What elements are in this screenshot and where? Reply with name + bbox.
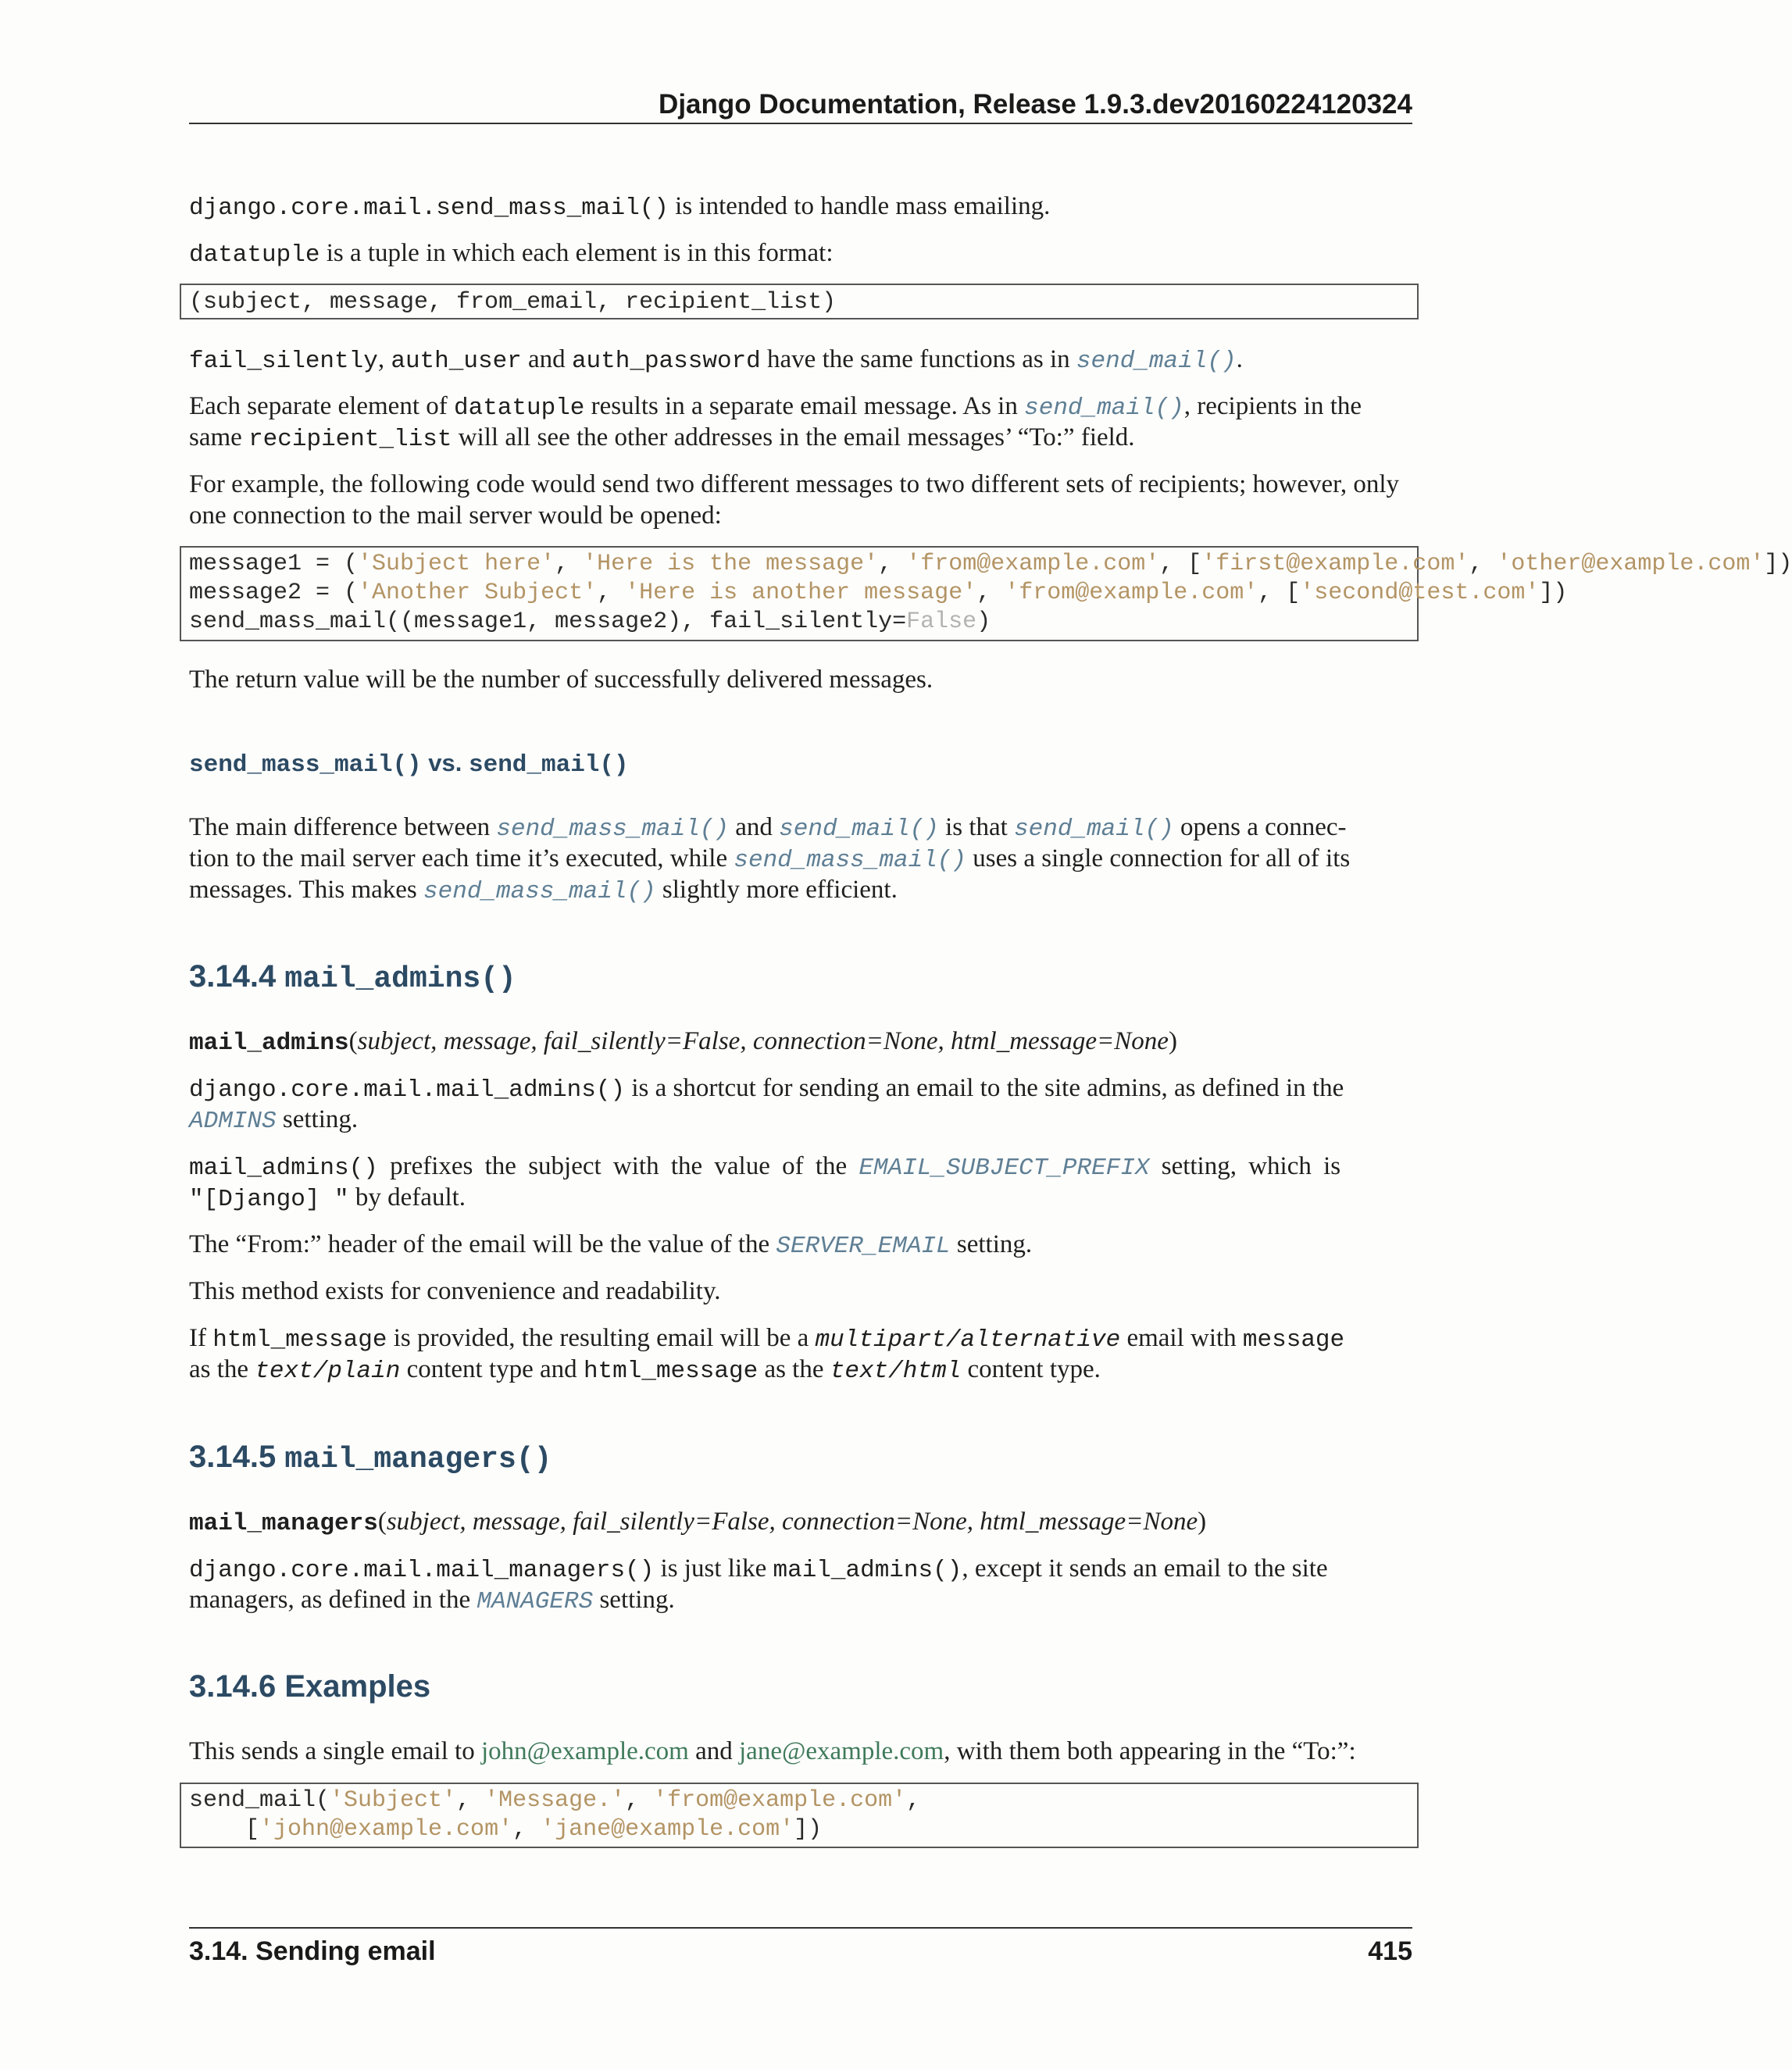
code-string: 'Subject' bbox=[330, 1787, 457, 1814]
code-line-2 bbox=[189, 1815, 1409, 1844]
code-token: , bbox=[625, 1787, 654, 1814]
code-line-1 bbox=[189, 1786, 1409, 1815]
paren: ( bbox=[377, 1508, 387, 1536]
text: Each separate element of bbox=[189, 392, 454, 420]
paragraph-mail-admins-shortcut-line2 bbox=[189, 1104, 1412, 1137]
code-block-datatuple-format bbox=[180, 284, 1419, 319]
subheading-code: send_mass_mail() bbox=[189, 751, 422, 779]
inline-code-italic: multipart/alternative bbox=[815, 1326, 1121, 1354]
inline-code: mail_admins() bbox=[189, 1155, 378, 1182]
text: is provided, the resulting email will be a bbox=[387, 1324, 816, 1352]
code-string: 'Message.' bbox=[484, 1787, 626, 1814]
inline-code: " bbox=[334, 1186, 349, 1213]
section-number: 3.14.5 bbox=[189, 1440, 277, 1474]
code-string: 'Here is the message' bbox=[583, 551, 879, 577]
paragraph-html-message-line1 bbox=[189, 1322, 1412, 1356]
text: The “From:” header of the email will be the value of the bbox=[189, 1230, 776, 1258]
text: managers, as defined in the bbox=[189, 1586, 477, 1614]
code-string: 'from@example.com' bbox=[653, 1787, 907, 1814]
text: uses a single connection for all of its bbox=[966, 844, 1351, 873]
paragraph-separate-element-line1 bbox=[189, 391, 1412, 424]
footer-section-title: 3.14. Sending email bbox=[189, 1936, 436, 1966]
text: results in a separate email message. As in bbox=[584, 392, 1025, 420]
send-mail-link[interactable]: send_mail() bbox=[1076, 348, 1237, 375]
paragraph-separate-element-line2 bbox=[189, 422, 1412, 455]
text: setting. bbox=[276, 1105, 359, 1133]
paragraph-main-difference-line3 bbox=[189, 874, 1412, 908]
code-token: message1 = ( bbox=[189, 551, 359, 577]
managers-link[interactable]: MANAGERS bbox=[477, 1588, 594, 1615]
code-token: ]) bbox=[794, 1816, 823, 1843]
code-line-3 bbox=[189, 608, 1409, 637]
code-line-1 bbox=[189, 550, 1792, 579]
running-header: Django Documentation, Release 1.9.3.dev20160224120324 bbox=[659, 89, 1412, 120]
text: , except it sends an email to the site bbox=[962, 1554, 1328, 1583]
subheading-code: send_mail() bbox=[468, 751, 629, 779]
send-mass-mail-link[interactable]: send_mass_mail() bbox=[496, 816, 730, 843]
section-title: Examples bbox=[284, 1669, 431, 1704]
paragraph-convenience: This method exists for convenience and readability. bbox=[189, 1277, 721, 1305]
paragraph-mail-managers-line2 bbox=[189, 1584, 1412, 1618]
inline-code: datatuple bbox=[453, 394, 585, 422]
section-heading-examples bbox=[189, 1668, 430, 1705]
text: The main difference between bbox=[189, 813, 497, 841]
section-heading-mail-admins bbox=[189, 958, 516, 998]
paragraph-return-value: The return value will be the number of successfully delivered messages. bbox=[189, 666, 933, 694]
code-string: 'Subject here' bbox=[358, 551, 555, 577]
text: and bbox=[521, 345, 572, 373]
inline-code: html_message bbox=[212, 1326, 387, 1354]
signature-mail-admins bbox=[189, 1026, 1177, 1059]
function-params: subject, message, fail_silently=False, connection=None, html_message=None bbox=[357, 1027, 1169, 1055]
inline-code: datatuple bbox=[189, 241, 320, 269]
subheading-text: vs. bbox=[421, 749, 469, 776]
send-mail-link[interactable]: send_mail() bbox=[1024, 394, 1184, 422]
code-token: ) bbox=[976, 609, 991, 635]
subheading-send-mass-mail-vs-send-mail bbox=[189, 748, 629, 781]
text: as the bbox=[189, 1355, 255, 1383]
inline-code: html_message bbox=[583, 1358, 759, 1385]
text: is intended to handle mass emailing. bbox=[668, 192, 1051, 220]
text: is a shortcut for sending an email to the site admins, as defined in the bbox=[625, 1074, 1344, 1102]
inline-code-italic: text/html bbox=[830, 1358, 962, 1385]
text: setting, which is bbox=[1149, 1152, 1341, 1180]
text: setting. bbox=[593, 1586, 675, 1614]
paragraph-send-mass-mail-intro bbox=[189, 191, 1412, 224]
section-heading-mail-managers bbox=[189, 1438, 552, 1479]
code-keyword: False bbox=[906, 609, 977, 635]
inline-code: mail_admins() bbox=[773, 1557, 962, 1584]
code-token: , bbox=[906, 1787, 921, 1814]
function-name: mail_managers bbox=[189, 1510, 378, 1537]
code-token: , bbox=[1469, 551, 1497, 577]
paren: ) bbox=[1198, 1508, 1207, 1536]
text: and bbox=[688, 1737, 740, 1765]
inline-code: " bbox=[189, 1186, 204, 1213]
text: , bbox=[377, 345, 391, 373]
text: is a tuple in which each element is in this format: bbox=[319, 239, 834, 267]
inline-code: auth_user bbox=[391, 348, 522, 375]
code-block-send-mass-mail-example bbox=[180, 546, 1792, 641]
code-operator: = bbox=[892, 609, 907, 635]
code-token: , bbox=[512, 1816, 541, 1843]
inline-code: message bbox=[1242, 1326, 1345, 1354]
text: is just like bbox=[654, 1554, 773, 1583]
inline-code: recipient_list bbox=[248, 426, 452, 453]
paragraph-main-difference-line2 bbox=[189, 843, 1412, 876]
code-string: 'first@example.com' bbox=[1201, 551, 1469, 577]
text: This sends a single email to bbox=[189, 1737, 481, 1765]
text: tion to the mail server each time it’s executed, while bbox=[189, 844, 734, 873]
signature-mail-managers bbox=[189, 1506, 1206, 1540]
text: If bbox=[189, 1324, 213, 1352]
code-token: , bbox=[555, 551, 584, 577]
paragraph-html-message-line2 bbox=[189, 1354, 1412, 1387]
email-link-jane[interactable]: jane@example.com bbox=[739, 1737, 944, 1765]
paragraph-main-difference-line1 bbox=[189, 812, 1412, 845]
code-string: 'Another Subject' bbox=[358, 580, 598, 606]
paragraph-example-line2: one connection to the mail server would be opened: bbox=[189, 501, 722, 530]
text: prefixes the subject with the value of the bbox=[377, 1152, 859, 1180]
text: email with bbox=[1120, 1324, 1243, 1352]
inline-code-italic: text/plain bbox=[255, 1358, 401, 1385]
code-string: 'other@example.com' bbox=[1497, 551, 1765, 577]
code-token: , bbox=[878, 551, 907, 577]
text: setting. bbox=[950, 1230, 1033, 1258]
code-token: , bbox=[597, 580, 626, 606]
paren: ( bbox=[348, 1027, 358, 1055]
text: have the same functions as in bbox=[760, 345, 1076, 373]
code-token: [ bbox=[189, 1816, 260, 1843]
code-token: , [ bbox=[1258, 580, 1301, 606]
admins-link[interactable]: ADMINS bbox=[189, 1108, 277, 1135]
paragraph-datatuple bbox=[189, 237, 1412, 271]
send-mass-mail-link[interactable]: send_mass_mail() bbox=[734, 847, 967, 874]
text: will all see the other addresses in the email messages’ “To:” field. bbox=[452, 423, 1135, 451]
text: messages. This makes bbox=[189, 876, 424, 904]
text: slightly more efficient. bbox=[655, 876, 898, 904]
inline-code: django.core.mail.mail_admins() bbox=[189, 1076, 626, 1104]
section-number: 3.14.6 bbox=[189, 1669, 277, 1704]
inline-code: auth_password bbox=[571, 348, 761, 375]
paragraph-from-header bbox=[189, 1229, 1412, 1262]
code-token: ]) bbox=[1539, 580, 1568, 606]
code-token: message2 = ( bbox=[189, 580, 359, 606]
footer-rule bbox=[189, 1927, 1412, 1929]
code-block-send-mail-example bbox=[180, 1783, 1419, 1848]
code-token: ]) bbox=[1764, 551, 1792, 577]
page-number: 415 bbox=[1368, 1936, 1412, 1966]
code-token: , [ bbox=[1159, 551, 1202, 577]
code-line-2 bbox=[189, 579, 1568, 608]
text: opens a connec- bbox=[1173, 813, 1347, 841]
paragraph-prefix-line2 bbox=[189, 1182, 1412, 1215]
code-token: , bbox=[456, 1787, 485, 1814]
section-title-code: mail_managers() bbox=[284, 1443, 552, 1476]
paragraph-mail-managers-line1 bbox=[189, 1553, 1412, 1586]
section-number: 3.14.4 bbox=[189, 959, 277, 994]
code-string: 'john@example.com' bbox=[259, 1816, 513, 1843]
inline-code: fail_silently bbox=[189, 348, 378, 375]
code-token: send_mail( bbox=[189, 1787, 330, 1814]
text: content type. bbox=[961, 1355, 1101, 1383]
code-line: (subject, message, from_email, recipient_list) bbox=[189, 289, 837, 316]
code-string: 'from@example.com' bbox=[1005, 580, 1258, 606]
email-subject-prefix-link[interactable]: EMAIL_SUBJECT_PREFIX bbox=[859, 1155, 1150, 1182]
code-token: send_mass_mail((message1, message2), fail_silently bbox=[189, 609, 893, 635]
text: . bbox=[1236, 345, 1243, 373]
send-mail-link[interactable]: send_mail() bbox=[1014, 816, 1174, 843]
code-string: 'jane@example.com' bbox=[541, 1816, 794, 1843]
code-string: 'second@test.com' bbox=[1300, 580, 1540, 606]
function-params: subject, message, fail_silently=False, connection=None, html_message=None bbox=[386, 1508, 1198, 1536]
send-mail-link[interactable]: send_mail() bbox=[779, 816, 939, 843]
text: content type and bbox=[400, 1355, 584, 1383]
email-link-john[interactable]: john@example.com bbox=[480, 1737, 689, 1765]
inline-code: django.core.mail.send_mass_mail() bbox=[189, 195, 669, 222]
section-title-code: mail_admins() bbox=[284, 962, 516, 996]
function-name: mail_admins bbox=[189, 1030, 349, 1057]
code-string: 'Here is another message' bbox=[625, 580, 977, 606]
text: , recipients in the bbox=[1183, 392, 1362, 420]
text: same bbox=[189, 423, 249, 451]
paragraph-example-line1: For example, the following code would send two different messages to two different sets of recipients; however, only bbox=[189, 470, 1400, 498]
paragraph-prefix-line1 bbox=[189, 1151, 1412, 1184]
header-rule bbox=[189, 123, 1412, 124]
paragraph-mail-admins-shortcut-line1 bbox=[189, 1072, 1412, 1106]
text: and bbox=[729, 813, 780, 841]
server-email-link[interactable]: SERVER_EMAIL bbox=[776, 1233, 951, 1260]
text: is that bbox=[938, 813, 1015, 841]
paren: ) bbox=[1168, 1027, 1177, 1055]
text: , with them both appearing in the “To:”: bbox=[944, 1737, 1356, 1765]
inline-code: [Django] bbox=[203, 1186, 335, 1213]
paragraph-fail-silently bbox=[189, 344, 1412, 377]
code-string: 'from@example.com' bbox=[906, 551, 1160, 577]
text: as the bbox=[758, 1355, 830, 1383]
send-mass-mail-link[interactable]: send_mass_mail() bbox=[423, 878, 656, 905]
code-token: , bbox=[976, 580, 1005, 606]
inline-code: django.core.mail.mail_managers() bbox=[189, 1557, 655, 1584]
text: by default. bbox=[348, 1183, 466, 1212]
paragraph-single-email bbox=[189, 1736, 1412, 1767]
